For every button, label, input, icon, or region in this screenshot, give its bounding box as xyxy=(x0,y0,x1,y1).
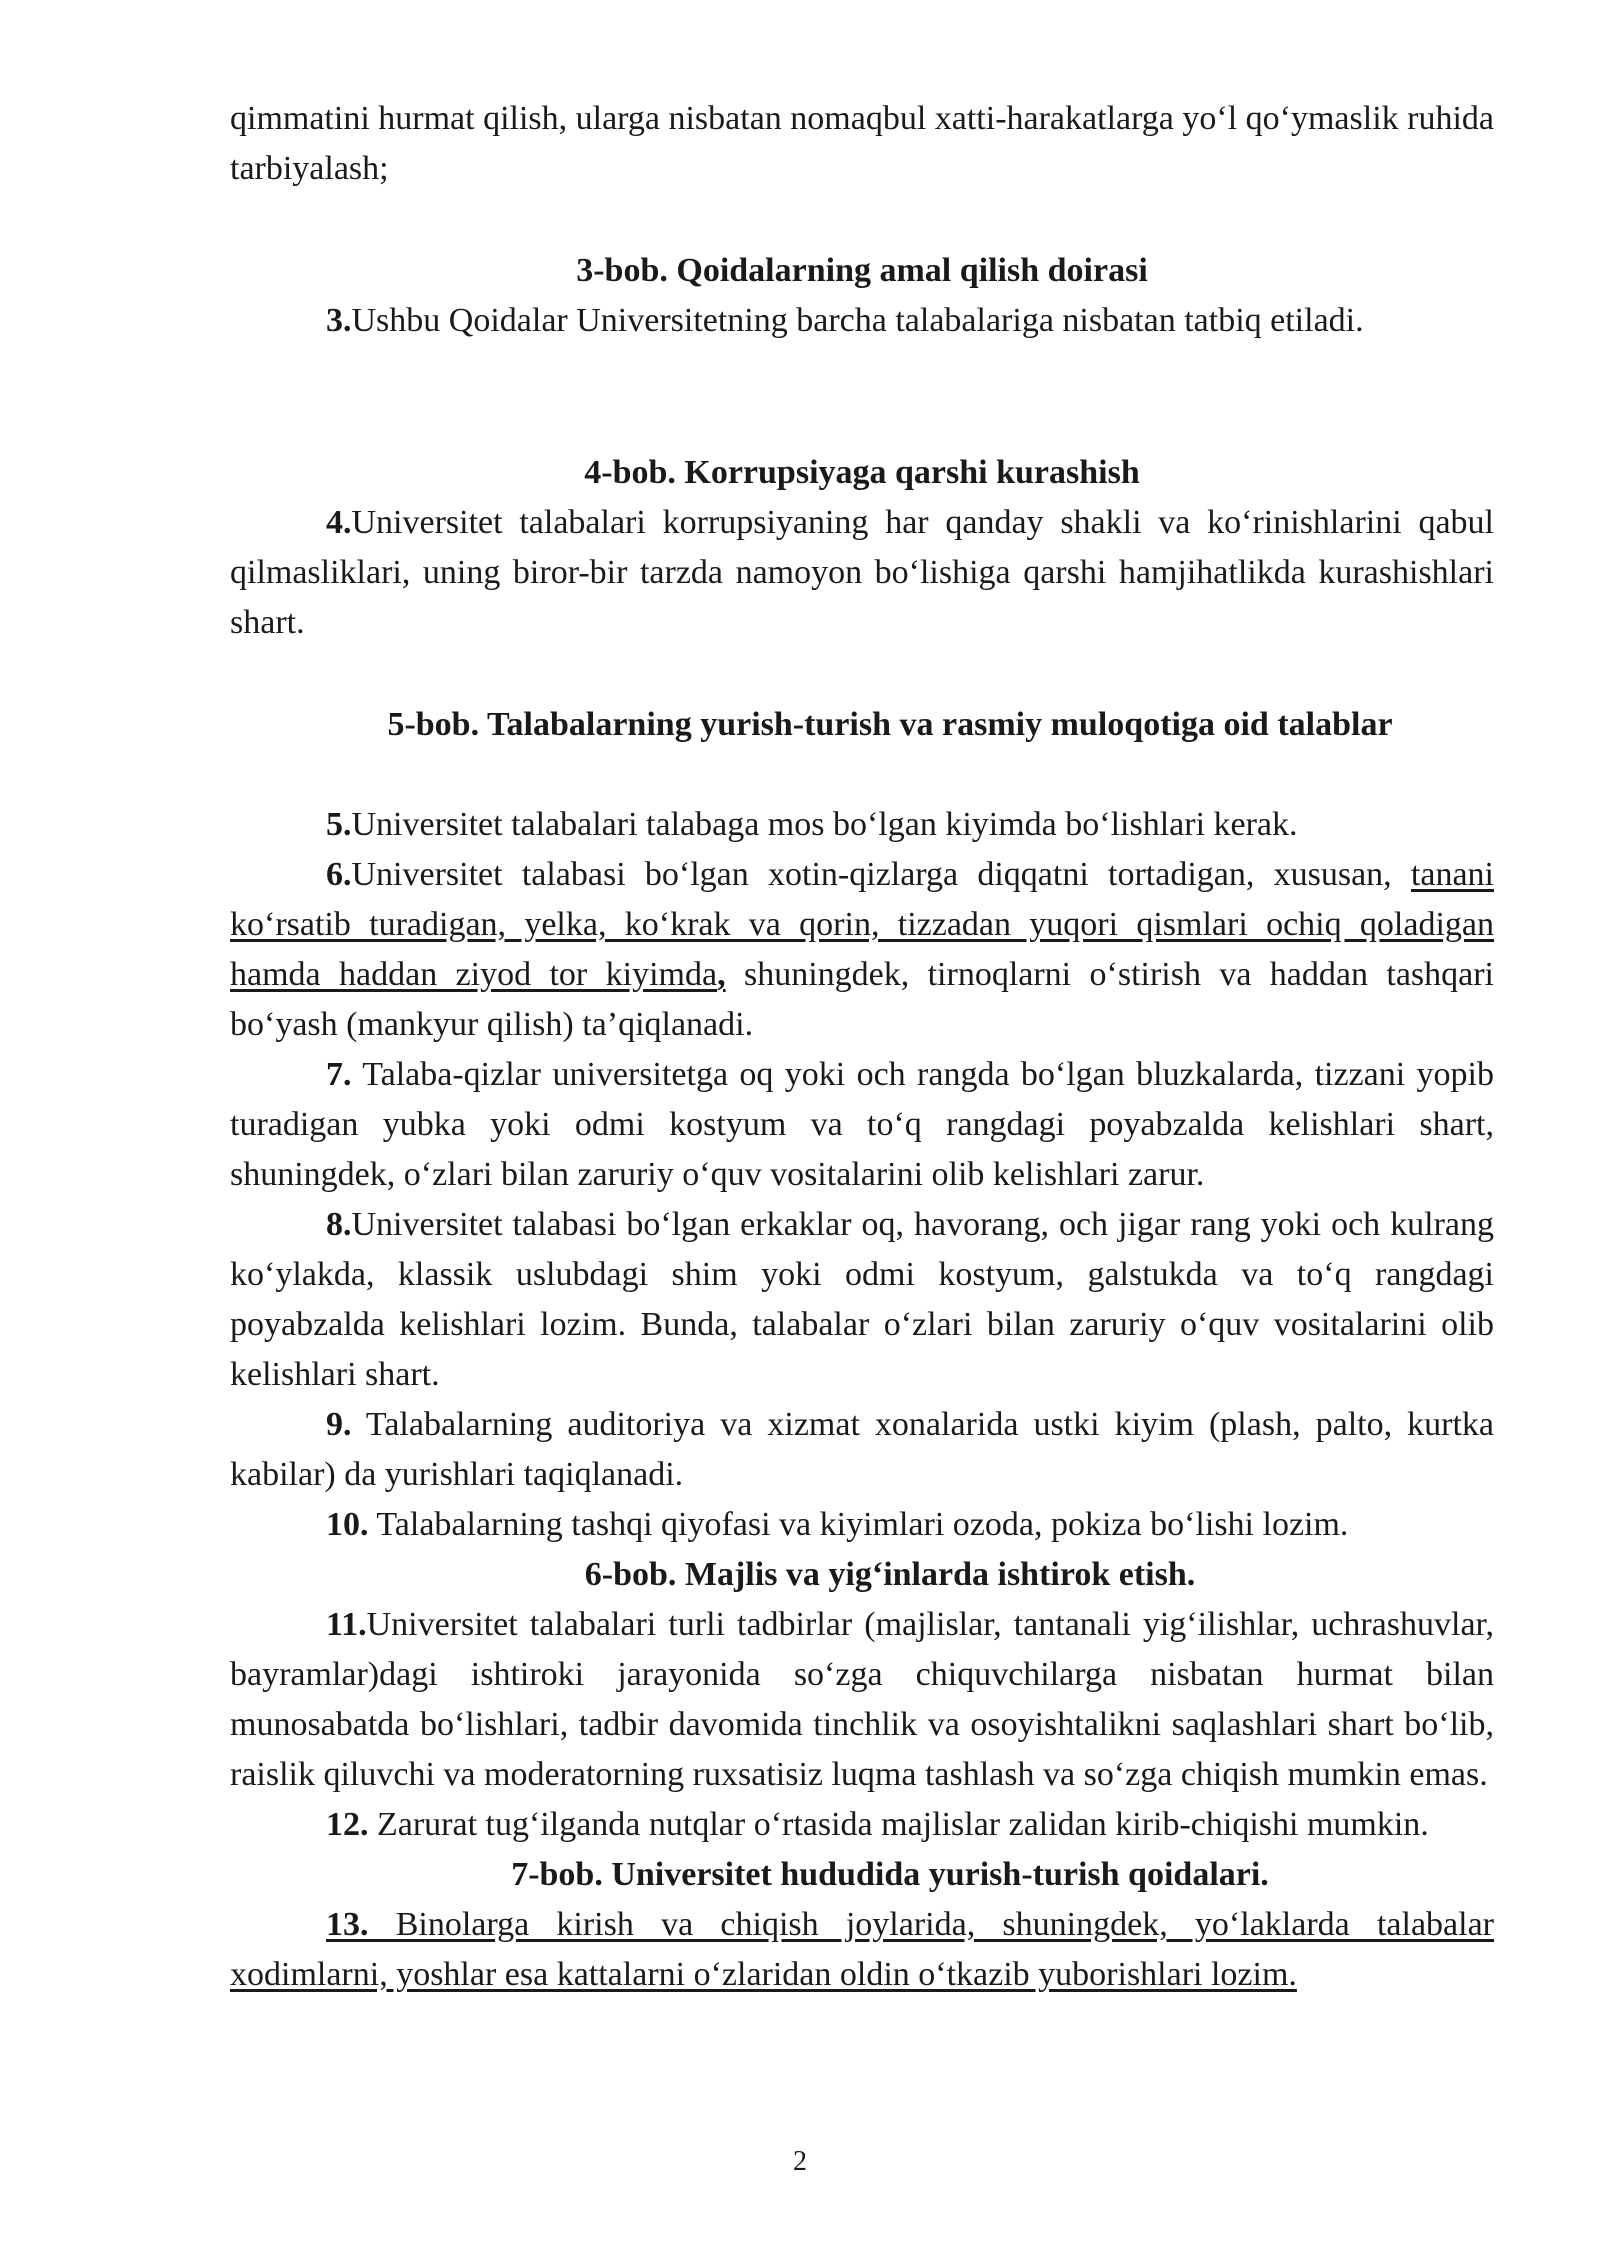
paragraph-text: Talabalarning auditoriya va xizmat xonalarida ustki kiyim (plash, palto, kurtka kabilar) da yurishlari taqiqlanadi. xyxy=(230,1406,1494,1493)
paragraph-text: Talabalarning tashqi qiyofasi va kiyimlari ozoda, pokiza bo‘lishi lozim. xyxy=(368,1506,1349,1543)
paragraph-10 xyxy=(230,1500,1494,1550)
underlined-text: Binolarga kirish va chiqish joylarida, shuningdek, yo‘laklarda talabalar xodimlarni, yoshlar esa kattalarni o‘zlaridan oldin o‘tkazib yuborishlari lozim. xyxy=(230,1906,1494,1993)
paragraph-number: 3. xyxy=(326,302,352,339)
paragraph-text: Universitet talabasi bo‘lgan erkaklar oq, havorang, och jigar rang yoki och kulrang ko‘ylakda, klassik uslubdagi shim yoki odmi kostyum, galstukda va to‘q rangdagi poyabzalda kelishlari lozim. Bunda, talabalar o‘zlari bilan zaruriy o‘quv vositalarini olib kelishlari shart. xyxy=(230,1206,1494,1393)
paragraph-text: Ushbu Qoidalar Universitetning barcha talabalariga nisbatan tatbiq etiladi. xyxy=(351,302,1364,339)
paragraph-number: 9. xyxy=(326,1406,352,1443)
paragraph-text: shuningdek, tirnoqlarni o‘stirish va haddan tashqari bo‘yash (mankyur qilish) ta’qiqlanadi. xyxy=(230,956,1495,1043)
paragraph-6 xyxy=(230,850,1494,1050)
paragraph-number: 11. xyxy=(326,1606,367,1643)
paragraph-3 xyxy=(230,296,1494,346)
paragraph-text: Universitet talabasi bo‘lgan xotin-qizlarga diqqatni tortadigan, xususan, xyxy=(351,856,1411,893)
chapter-6-title: 6-bob. Majlis va yig‘inlarda ishtirok etish. xyxy=(584,1556,1196,1593)
paragraph-8 xyxy=(230,1200,1494,1400)
underlined-comma: , xyxy=(717,956,726,993)
paragraph-number: 4. xyxy=(326,504,352,541)
paragraph-text: Universitet talabalari talabaga mos bo‘lgan kiyimda bo‘lishlari kerak. xyxy=(351,806,1298,843)
paragraph-number: 10. xyxy=(326,1506,369,1543)
paragraph-number: 12. xyxy=(326,1806,369,1843)
paragraph-number: 13. xyxy=(326,1906,369,1943)
paragraph-9 xyxy=(230,1400,1494,1500)
intro-paragraph: qimmatini hurmat qilish, ularga nisbatan nomaqbul xatti-harakatlarga yo‘l qo‘ymaslik ruhida tarbiyalash; xyxy=(230,100,1495,187)
underlined-text: tanani ko‘rsatib turadigan, yelka, ko‘krak va qorin, tizzadan yuqori qismlari ochiq qoladigan hamda haddan ziyod tor kiyimda xyxy=(230,856,1494,993)
page-number: 2 xyxy=(793,2146,807,2177)
paragraph-12 xyxy=(230,1800,1494,1850)
paragraph-7 xyxy=(230,1050,1494,1200)
paragraph-text: Universitet talabalari turli tadbirlar (majlislar, tantanali yig‘ilishlar, uchrashuvlar, bayramlar)dagi ishtiroki jarayonida so‘zga chiquvchilarga nisbatan hurmat bilan munosabatda bo‘lishlari, tadbir davomida tinchlik va osoyishtalikni saqlashlari shart bo‘lib, raislik qiluvchi va moderatorning ruxsatisiz luqma tashlash va so‘zga chiqish mumkin emas. xyxy=(230,1606,1494,1793)
document-page xyxy=(230,94,1494,2000)
chapter-7-title: 7-bob. Universitet hududida yurish-turish qoidalari. xyxy=(511,1856,1269,1893)
paragraph-11 xyxy=(230,1600,1494,1800)
paragraph-13 xyxy=(230,1900,1494,2000)
chapter-5-title: 5-bob. Talabalarning yurish-turish va rasmiy muloqotiga oid talablar xyxy=(387,706,1393,743)
paragraph-text: Zarurat tug‘ilganda nutqlar o‘rtasida majlislar zalidan kirib-chiqishi mumkin. xyxy=(368,1806,1429,1843)
paragraph-number: 6. xyxy=(326,856,352,893)
paragraph-number: 5. xyxy=(326,806,352,843)
paragraph-text: Talaba-qizlar universitetga oq yoki och rangda bo‘lgan bluzkalarda, tizzani yopib turadigan yubka yoki odmi kostyum va to‘q rangdagi poyabzalda kelishlari shart, shuningdek, o‘zlari bilan zaruriy o‘quv vositalarini olib kelishlari zarur. xyxy=(230,1056,1494,1193)
paragraph-5 xyxy=(230,800,1494,850)
paragraph-number: 7. xyxy=(326,1056,352,1093)
paragraph-number: 8. xyxy=(326,1206,352,1243)
chapter-3-title: 3-bob. Qoidalarning amal qilish doirasi xyxy=(576,252,1148,289)
chapter-4-title: 4-bob. Korrupsiyaga qarshi kurashish xyxy=(584,454,1140,491)
paragraph-text: Universitet talabalari korrupsiyaning har qanday shakli va ko‘rinishlarini qabul qilmasliklari, uning biror-bir tarzda namoyon bo‘lishiga qarshi hamjihatlikda kurashishlari shart. xyxy=(230,504,1494,641)
paragraph-4 xyxy=(230,498,1494,648)
